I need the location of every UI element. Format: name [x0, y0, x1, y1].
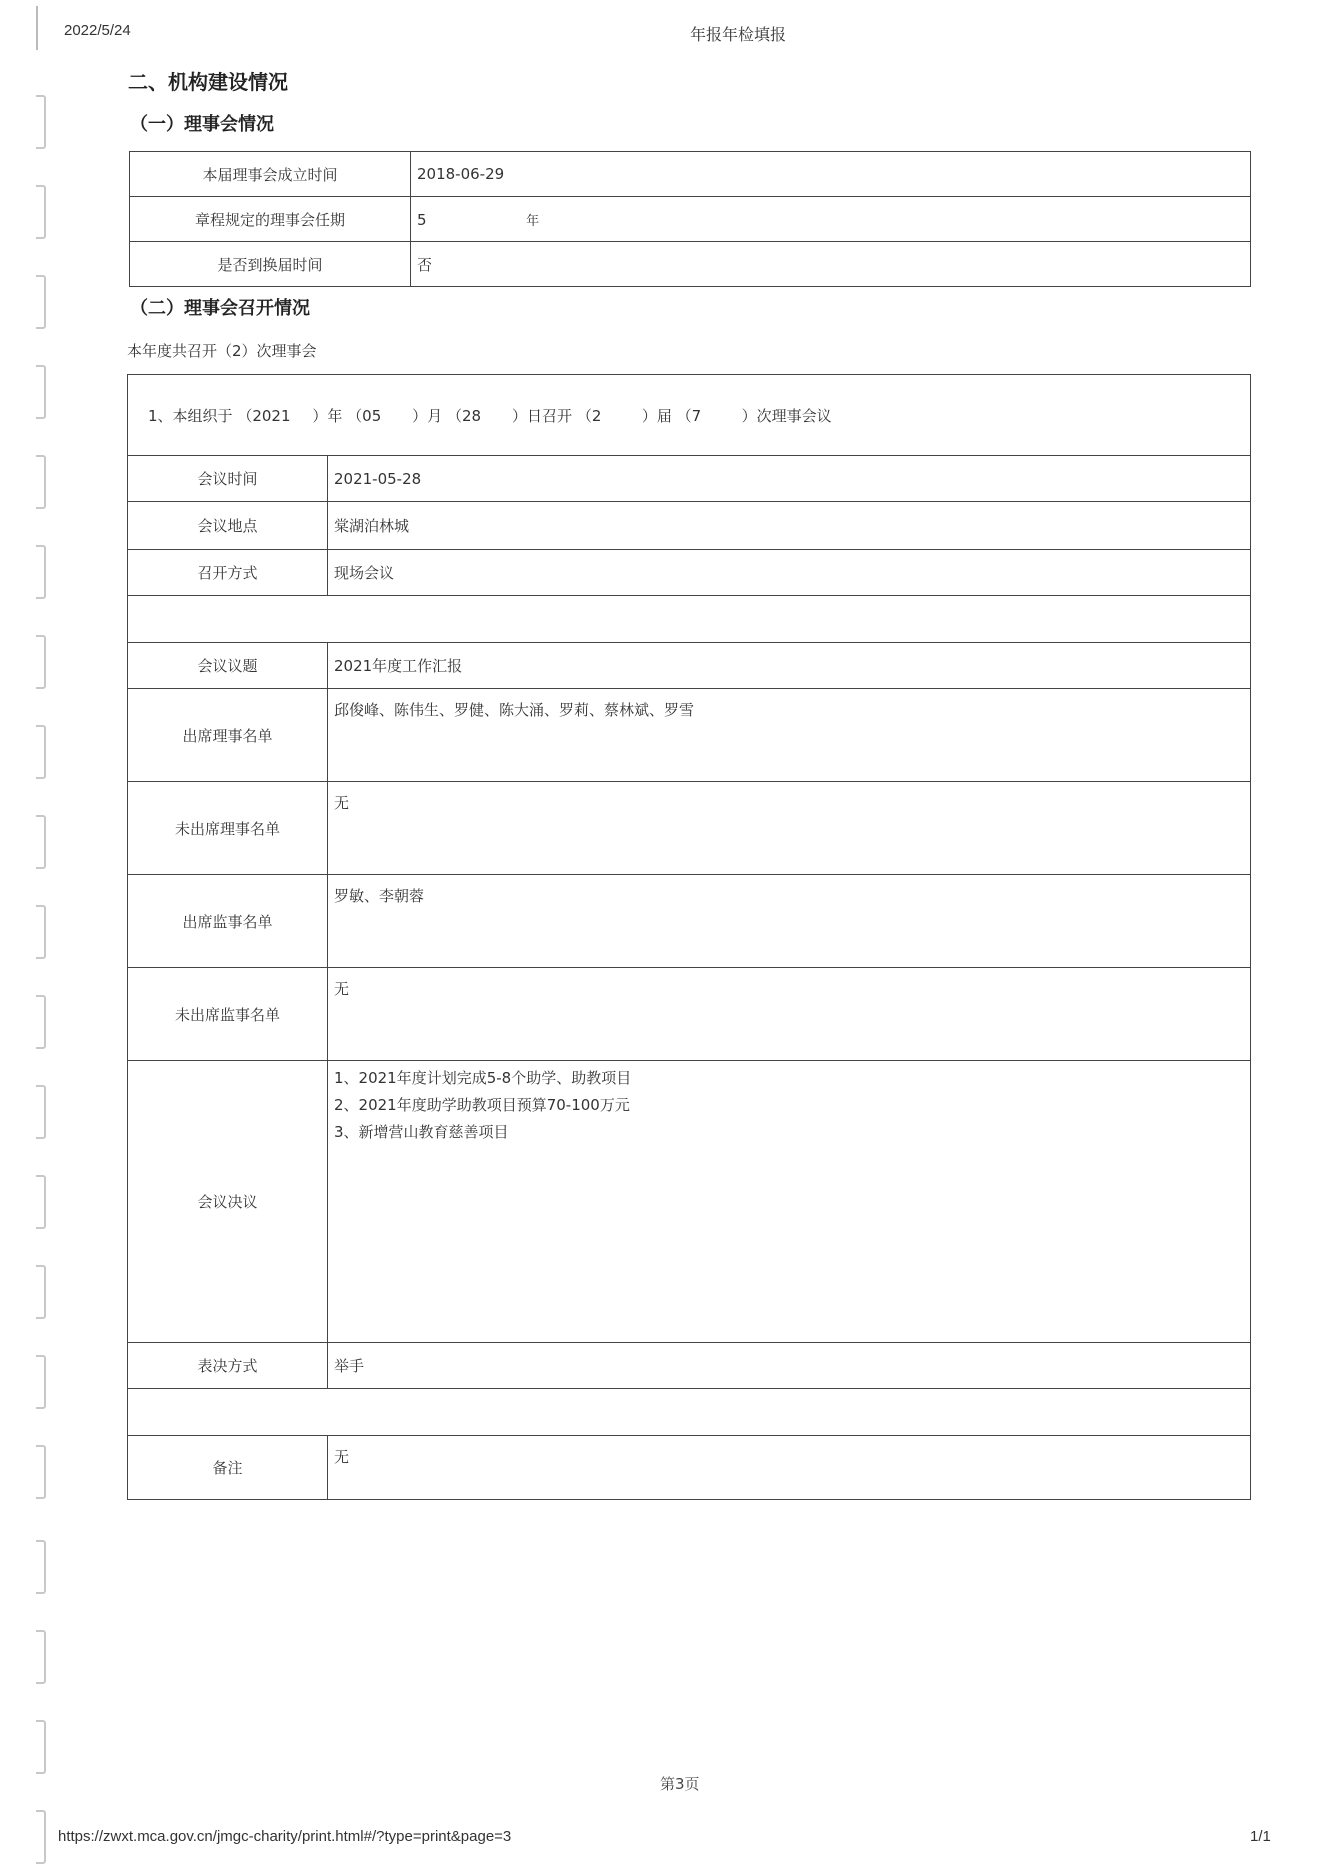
binder-mark [36, 635, 46, 689]
table-row [128, 456, 1251, 502]
remarks-value: 无 [328, 1436, 1251, 1500]
board-term-value: 5 [417, 210, 427, 229]
meeting-day: 28 [462, 406, 482, 425]
meeting-topic-label: 会议议题 [128, 643, 328, 689]
meeting-intro-row [128, 375, 1251, 456]
page-header-title: 年报年检填报 [690, 25, 787, 44]
board-info-table [129, 151, 1251, 287]
term-expired-value: 否 [411, 242, 1251, 287]
meeting-method-value: 现场会议 [328, 550, 1251, 596]
section-title: 二、机构建设情况 [128, 70, 288, 94]
binder-mark [36, 1720, 46, 1774]
blank-row [128, 1389, 1251, 1436]
binder-mark [36, 185, 46, 239]
binder-mark [36, 1540, 46, 1594]
subsection-board-info-title: （一）理事会情况 [130, 114, 274, 135]
table-row [128, 550, 1251, 596]
month-label: 月 [427, 406, 443, 425]
binder-mark [36, 275, 46, 329]
meeting-time-label: 会议时间 [128, 456, 328, 502]
board-term-cell [411, 197, 1251, 242]
board-established-value: 2018-06-29 [411, 152, 1251, 197]
binder-mark [36, 545, 46, 599]
absent-supervisors-value: 无 [328, 968, 1251, 1061]
voting-method-label: 表决方式 [128, 1343, 328, 1389]
intro-prefix: 1、本组织于 [148, 406, 233, 425]
resolution-item: 3、新增营山教育慈善项目 [334, 1123, 509, 1141]
meeting-month: 05 [362, 406, 382, 425]
resolutions-label: 会议决议 [128, 1061, 328, 1343]
table-row [130, 242, 1251, 287]
table-row [128, 689, 1251, 782]
binder-mark [36, 725, 46, 779]
binder-mark [36, 1810, 46, 1864]
binder-mark [36, 6, 38, 50]
binder-mark [36, 815, 46, 869]
table-row [128, 1436, 1251, 1500]
table-row [128, 502, 1251, 550]
meeting-session: 2 [591, 406, 602, 425]
table-row [128, 1061, 1251, 1343]
resolution-item: 1、2021年度计划完成5-8个助学、助教项目 [334, 1069, 632, 1087]
binder-mark [36, 1445, 46, 1499]
board-established-label: 本届理事会成立时间 [130, 152, 411, 197]
remarks-label: 备注 [128, 1436, 328, 1500]
table-row [128, 782, 1251, 875]
meeting-place-label: 会议地点 [128, 502, 328, 550]
absent-directors-value: 无 [328, 782, 1251, 875]
meeting-intro: 1、本组织于 （2021 ）年 （05 ）月 （28 ）日召开 （2 ）届 （7 ）次理事会议 [128, 375, 1251, 456]
meetings-count-summary: 本年度共召开（2）次理事会 [127, 342, 317, 360]
table-row [128, 968, 1251, 1061]
binder-mark [36, 1175, 46, 1229]
meeting-time-value: 2021-05-28 [328, 456, 1251, 502]
resolution-item: 2、2021年度助学助教项目预算70-100万元 [334, 1096, 630, 1114]
table-row [128, 875, 1251, 968]
binder-mark [36, 1265, 46, 1319]
print-page-count: 1/1 [1250, 1828, 1271, 1845]
binder-mark [36, 1085, 46, 1139]
page-number: 第3页 [660, 1775, 700, 1793]
binder-mark [36, 365, 46, 419]
absent-directors-label: 未出席理事名单 [128, 782, 328, 875]
table-row [128, 1343, 1251, 1389]
day-label: 日召开 [527, 406, 573, 425]
binder-mark [36, 905, 46, 959]
year-label: 年 [327, 406, 343, 425]
binder-mark [36, 1630, 46, 1684]
attending-directors-label: 出席理事名单 [128, 689, 328, 782]
binder-mark [36, 995, 46, 1049]
board-term-unit: 年 [526, 213, 540, 229]
meeting-number: 7 [691, 406, 702, 425]
term-expired-label: 是否到换届时间 [130, 242, 411, 287]
attending-supervisors-label: 出席监事名单 [128, 875, 328, 968]
attending-supervisors-value: 罗敏、李朝蓉 [328, 875, 1251, 968]
meeting-year: 2021 [252, 406, 291, 425]
voting-method-value: 举手 [328, 1343, 1251, 1389]
table-row [130, 197, 1251, 242]
table-row [130, 152, 1251, 197]
board-term-label: 章程规定的理事会任期 [130, 197, 411, 242]
blank-row [128, 596, 1251, 643]
session-label: 届 [656, 406, 672, 425]
meeting-place-value: 棠湖泊林城 [328, 502, 1251, 550]
subsection-meetings-title: （二）理事会召开情况 [130, 298, 310, 319]
binder-mark [36, 1355, 46, 1409]
resolutions-list [328, 1061, 1251, 1343]
attending-directors-value: 邱俊峰、陈伟生、罗健、陈大涌、罗莉、蔡林斌、罗雪 [328, 689, 1251, 782]
absent-supervisors-label: 未出席监事名单 [128, 968, 328, 1061]
table-row [128, 643, 1251, 689]
meeting-topic-value: 2021年度工作汇报 [328, 643, 1251, 689]
meeting-method-label: 召开方式 [128, 550, 328, 596]
print-url: https://zwxt.mca.gov.cn/jmgc-charity/print.html#/?type=print&page=3 [58, 1828, 512, 1845]
meeting-table [127, 374, 1251, 1500]
number-label: 次理事会议 [756, 406, 832, 425]
print-date: 2022/5/24 [64, 22, 131, 39]
binder-mark [36, 95, 46, 149]
binder-mark [36, 455, 46, 509]
